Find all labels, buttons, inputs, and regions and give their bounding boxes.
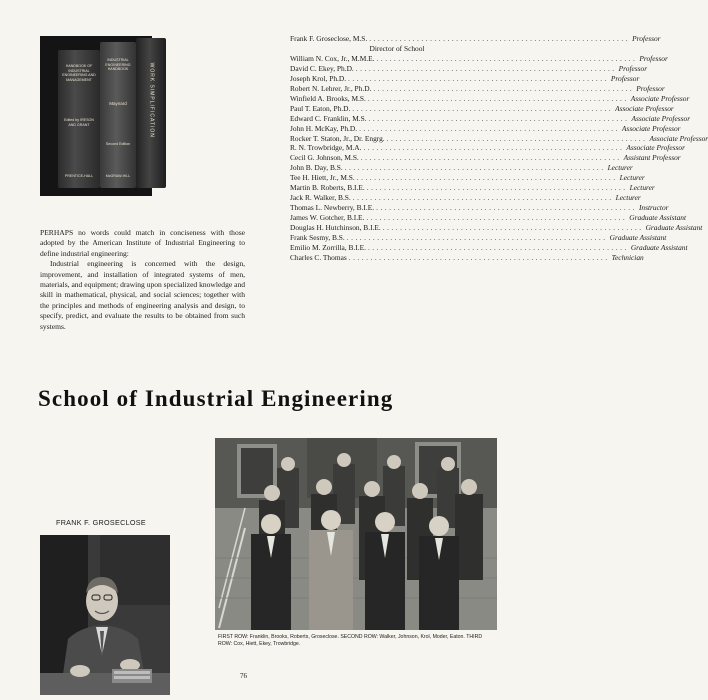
faculty-row	[290, 63, 648, 74]
book1-spine-title: HANDBOOK OF INDUSTRIAL ENGINEERING AND MANAGEMENT	[62, 64, 96, 82]
book1-authors: Edited by IRESON AND GRANT	[64, 118, 94, 127]
faculty-title: Professor	[610, 73, 640, 83]
faculty-title: Associate Professor	[630, 93, 690, 103]
faculty-title: Associate Professor	[621, 123, 681, 133]
faculty-name: Jack R. Walker, B.S.	[290, 193, 351, 203]
faculty-row	[290, 143, 685, 153]
faculty-title: Lecturer	[607, 163, 633, 173]
book3-spine-title: WORK SIMPLIFICATION	[148, 62, 155, 138]
dot-leader: ............................................................	[373, 83, 635, 93]
faculty-row	[290, 103, 674, 114]
faculty-row	[290, 73, 640, 84]
faculty-name: Douglas H. Hutchinson, B.I.E.	[290, 223, 381, 233]
dot-leader: ............................................................	[356, 173, 618, 183]
faculty-row	[290, 233, 667, 243]
faculty-name: Robert N. Lehrer, Jr., Ph.D.	[290, 83, 372, 93]
faculty-title: Technician	[611, 252, 644, 262]
faculty-group-photo	[215, 438, 497, 630]
faculty-name: Thomas L. Newberry, B.I.E.	[290, 203, 375, 213]
dot-leader: ............................................................	[359, 123, 620, 133]
dot-leader: ............................................................	[346, 233, 608, 243]
faculty-name: Winfield A. Brooks, M.S.	[290, 93, 366, 103]
faculty-row	[290, 213, 687, 223]
faculty-row	[290, 243, 688, 253]
book2-edition: Second Edition	[105, 142, 131, 146]
books-photo	[40, 36, 155, 196]
faculty-name: Rocker T. Staton, Jr., Dr. Engrg.	[290, 133, 385, 143]
faculty-name: Cecil G. Johnson, M.S.	[290, 153, 359, 163]
faculty-name: R. N. Trowbridge, M.A.	[290, 143, 362, 153]
faculty-title: Instructor	[638, 203, 669, 213]
book1-publisher: PRENTICE-HALL	[64, 174, 94, 178]
faculty-row	[290, 83, 665, 94]
dot-leader: ............................................................	[352, 193, 614, 203]
faculty-name: Paul T. Eaton, Ph.D.	[290, 103, 351, 113]
faculty-name: Frank Sesmy, B.S.	[290, 233, 345, 243]
faculty-name: John H. McKay, Ph.D.	[290, 123, 358, 133]
faculty-row	[290, 183, 655, 193]
dot-leader: ............................................................	[376, 53, 638, 63]
faculty-name: Frank F. Groseclose, M.S.	[290, 34, 368, 43]
intro-lead: PERHAPS	[40, 228, 74, 237]
dot-leader: ............................................................	[366, 183, 628, 193]
faculty-row	[290, 133, 708, 144]
portrait-caption: FRANK F. GROSECLOSE	[56, 518, 146, 527]
faculty-title: Lecturer	[629, 183, 655, 193]
dot-leader: ............................................................	[367, 93, 629, 103]
faculty-title: Lecturer	[619, 173, 645, 183]
dot-leader: ............................................................	[348, 73, 609, 83]
faculty-title: Graduate Assistant	[630, 243, 688, 253]
faculty-row	[290, 223, 703, 233]
faculty-title: Associate Professor	[615, 103, 674, 113]
faculty-name: Tee H. Hiett, Jr., M.S.	[290, 173, 355, 183]
faculty-title: Associate Professor	[631, 113, 691, 123]
group-photo-caption: FIRST ROW: Franklin, Brooks, Roberts, Groseclose. SECOND ROW: Walker, Johnson, Krol, Moder, Eaton. THIRD ROW: Cox, Hiett, Ekey, Trowbridge.	[218, 634, 483, 647]
intro-paragraph-2: Industrial engineering is concerned with the design, improvement, and installation of integrated systems of men, materials, and equipment; drawing upon specialized knowledge and skill in mathematical, physical, and social sciences; together with the principles and methods of engineering analysis and design, to specify, predict, and evaluate the results to be obtained from such systems.	[40, 259, 245, 331]
faculty-title: Associate Professor	[649, 133, 708, 143]
dot-leader: ............................................................	[360, 153, 622, 163]
faculty-row	[290, 153, 681, 163]
faculty-row	[290, 34, 661, 44]
faculty-name: James W. Gotcher, B.I.E.	[290, 213, 365, 223]
book2-spine-title: INDUSTRIAL ENGINEERING HANDBOOK	[105, 58, 131, 71]
faculty-row	[290, 173, 645, 183]
faculty-name: John B. Day, B.S.	[290, 163, 343, 173]
dot-leader: ............................................................	[344, 163, 606, 173]
intro-paragraph-1: no words could match in conciseness with those adopted by the American Institute of Industrial Engineering to define industrial engineering:	[40, 228, 245, 258]
ie-handbook-book	[100, 42, 136, 188]
dot-leader: ............................................................	[355, 63, 617, 73]
faculty-title: Professor	[639, 53, 668, 63]
faculty-row	[290, 113, 691, 124]
page-number: 76	[240, 672, 247, 680]
faculty-name: Charles C. Thomas	[290, 252, 347, 262]
dot-leader: ............................................................	[376, 203, 637, 213]
faculty-name: Martin B. Roberts, B.I.E.	[290, 183, 365, 193]
faculty-name: Edward C. Franklin, M.S.	[290, 113, 367, 123]
work-simplification-book	[136, 38, 166, 188]
faculty-title: Assistant Professor	[623, 153, 681, 163]
dot-leader: ............................................................	[348, 252, 610, 262]
book2-publisher: McGRAW-HILL	[105, 174, 131, 178]
faculty-title: Graduate Assistant	[629, 213, 687, 223]
book2-subtitle: Maynard	[109, 101, 127, 106]
dot-leader: ............................................................	[386, 133, 648, 143]
faculty-row	[290, 53, 668, 64]
intro-text	[40, 228, 245, 332]
dot-leader: ............................................................	[382, 223, 644, 233]
faculty-name: David C. Ekey, Ph.D.	[290, 63, 354, 73]
dot-leader: ............................................................	[368, 113, 630, 123]
portrait-photo	[40, 535, 170, 695]
faculty-title: Professor	[618, 63, 648, 73]
faculty-title: Graduate Assistant	[645, 223, 703, 233]
faculty-row	[290, 163, 633, 173]
dot-leader: ............................................................	[363, 143, 625, 153]
dot-leader: ............................................................	[366, 213, 628, 223]
faculty-title: Associate Professor	[626, 143, 685, 153]
dot-leader: ............................................................	[352, 103, 614, 113]
director-subtitle: Director of School	[369, 43, 425, 53]
faculty-name: Joseph Krol, Ph.D.	[290, 73, 347, 83]
faculty-row	[290, 123, 681, 134]
faculty-title: Lecturer	[615, 193, 641, 203]
faculty-name: Emilio M. Zorrilla, B.I.E.	[290, 243, 366, 253]
faculty-title: Professor	[636, 83, 665, 93]
faculty-row	[290, 252, 644, 263]
dot-leader: ............................................................	[367, 243, 629, 253]
faculty-row	[290, 193, 641, 203]
page-title: School of Industrial Engineering	[38, 386, 394, 411]
faculty-list	[290, 34, 708, 263]
faculty-title: Professor	[632, 34, 661, 43]
dot-leader: ............................................................	[369, 34, 631, 43]
faculty-title: Graduate Assistant	[609, 233, 667, 243]
faculty-name: William N. Cox, Jr., M.M.E.	[290, 53, 375, 63]
handbook-book	[58, 50, 100, 188]
faculty-row	[290, 93, 690, 104]
faculty-row	[290, 203, 669, 213]
